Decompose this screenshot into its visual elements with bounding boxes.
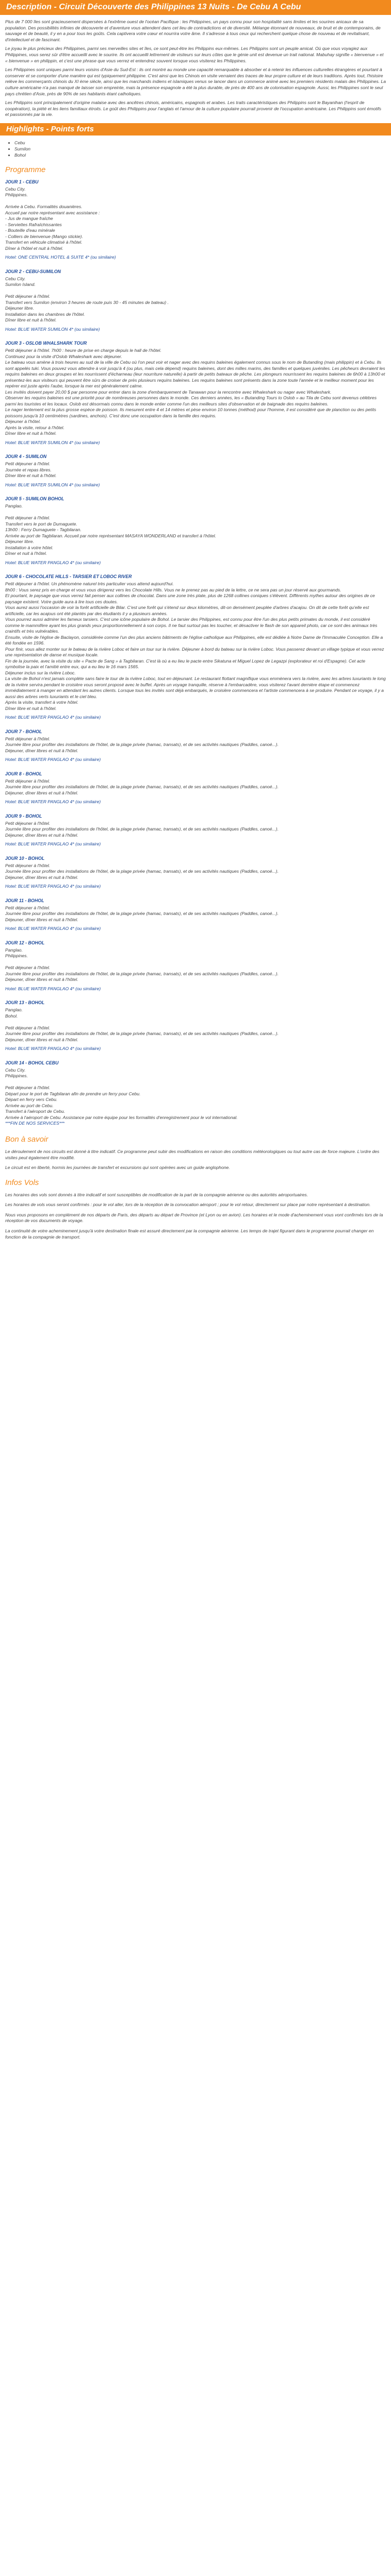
day-title: JOUR 2 - CEBU-SUMILON (5, 268, 61, 274)
day-line (5, 1079, 386, 1086)
day-hotel: Hotel: BLUE WATER SUMILON 4* (ou similaire) (5, 326, 100, 332)
intro-paragraph: Les Philippins sont principalement d'origine malaise avec des ancêtres chinois, américains, espagnols et arabes. Les traits caractéristiques des Philippins sont le Bayanihan (l'esprit de coopération), la piété et les liens familiaux étroits. Le goût des Philippins pour l'anglais et l'amour de la culture populaire pourrait provenir de l'occupation américaine. Les Philippins sont émotifs et passionnés par la vie. (5, 100, 382, 117)
day-title: JOUR 10 - BOHOL (5, 855, 45, 861)
day-title: JOUR 6 - CHOCOLATE HILLS - TARSIER ET LOBOC RIVER (5, 574, 132, 580)
day-line: Dîner libre et nuit à l'hôtel. (5, 705, 57, 711)
day-line: Installation dans les chambres de l'hôtel. (5, 311, 85, 317)
day-line: Journée libre pour profiter des installations de l'hôtel, de la plage privée (hamac, transats), et de ses activités nautiques (Paddles, canoé...). (5, 911, 279, 917)
day-line: ***FIN DE NOS SERVICES*** (5, 1121, 64, 1126)
day-block (5, 496, 386, 566)
day-line: Dîner libre et nuit à l'hôtel. (5, 317, 57, 323)
day-hotel: Hotel: BLUE WATER PANGLAO 4* (ou similaire) (5, 715, 101, 720)
day-title: JOUR 13 - BOHOL (5, 1000, 45, 1006)
day-line: Panglao. (5, 947, 23, 953)
bon-paragraph: Le déroulement de nos circuits est donné à titre indicatif. Ce programme peut subir des modifications en raison des conditions météorologiques ou tout autre cas de force majeure. L'ordre des visites peut également être modifié. (5, 1148, 380, 1160)
day-line: Philippines. (5, 192, 28, 198)
day-block (5, 341, 386, 446)
day-line: Installation à votre hôtel. (5, 545, 54, 550)
day-line: Cebu City. (5, 1067, 26, 1073)
day-line: Petit déjeuner à l'hôtel. 7h00 : heure de prise en charge depuis le hall de l'hôtel. (5, 348, 161, 353)
day-line (5, 510, 386, 516)
day-line: Transfert en véhicule climatisé à l'hôtel. (5, 240, 83, 245)
day-block (5, 1000, 386, 1052)
day-title: JOUR 3 - OSLOB WHALSHARK TOUR (5, 341, 87, 346)
day-line: Continuez pour la visite d'Oslob Whaleshark avec déjeuner. (5, 353, 122, 359)
day-line: Petit déjeuner à l'hôtel. (5, 862, 51, 868)
day-line: Fin de la journée, avec la visite du site « Pacte de Sang » à Tagbilaran. C'est là où a eu lieu le pacte entre Sikatuna et Miguel Lopez de Legazpi (explorateur et roi d'Espagne). Cet acte symbolise la paix et l'amitié entre eux, qui a eu lieu le 16 mars 1565. (5, 658, 366, 670)
day-line: Petit déjeuner à l'hôtel. (5, 515, 51, 521)
day-line: Petit déjeuner à l'hôtel. (5, 905, 51, 910)
day-hotel: Hotel: BLUE WATER PANGLAO 4* (ou similaire) (5, 1046, 101, 1052)
bon-a-savoir-title: Bon à savoir (5, 1134, 48, 1144)
day-line: Sumilon Island. (5, 282, 36, 287)
day-title: JOUR 4 - SUMILON (5, 454, 47, 460)
day-block (5, 729, 386, 763)
day-line: Départ en ferry vers Cebu. (5, 1097, 58, 1103)
day-line: Dîner libre et nuit à l'hôtel. (5, 431, 57, 436)
day-line: Journée libre pour profiter des installations de l'hôtel, de la plage privée (hamac, transats), et de ses activités nautiques (Paddles, canoé...). (5, 869, 279, 874)
day-line: Journée libre pour profiter des installations de l'hôtel, de la plage privée (hamac, transats), et de ses activités nautiques (Paddles, canoé...). (5, 742, 279, 748)
day-line: Panglao. (5, 503, 23, 509)
day-line: Journée et repas libres. (5, 467, 52, 472)
day-block (5, 856, 386, 890)
day-line (5, 198, 386, 205)
day-line: 13h00 : Ferry Dumaguete - Tagbilaran. (5, 527, 82, 533)
day-hotel: Hotel: BLUE WATER PANGLAO 4* (ou similaire) (5, 884, 101, 889)
day-line: - Colliers de bienvenue (Mango stickie). (5, 233, 83, 239)
day-block (5, 179, 386, 261)
day-line: Observer les requins baleines est une priorité pour de nombreuses personnes dans le monde. Ces derniers années, les « Butanding Tours to Oslob » au Tila de Cebu sont devenus célèbres parmi les touristes et les locaux. Oslob est désormais connu dans le monde entier comme l'un des meilleurs sites d'observation et de baignade des requins baleines. (5, 395, 377, 406)
day-line: Accueil par notre représentant avec assistance : (5, 210, 100, 215)
day-block (5, 898, 386, 932)
day-title: JOUR 5 - SUMILON BOHOL (5, 496, 64, 502)
day-block (5, 1060, 386, 1127)
day-line: Panglao. (5, 1007, 23, 1013)
day-line: Petit déjeuner à l'hôtel. (5, 820, 51, 826)
day-block (5, 940, 386, 992)
day-line: Petit déjeuner à l'hôtel. (5, 1025, 51, 1030)
day-title: JOUR 8 - BOHOL (5, 771, 42, 776)
day-hotel: Hotel: BLUE WATER PANGLAO 4* (ou similaire) (5, 986, 101, 991)
day-line: Philippines. (5, 1073, 28, 1079)
highlight-item: • Cebu (14, 140, 386, 146)
day-line: La visite de Bohol n'est jamais complète sans faire le tour de la rivière Loboc, tout en déjeunant. Le restaurant flottant magnifique vous emmènera vers la rivière, avec les arbres luxuriants le long de la rivière servira pendant le croisière vous seront proposé avec le buffet. Après un voyage tranquille, réserve à l'embarcadère, vous visiterez l'avant dernière étape et commencez immédiatement à manger en attendant les autres clients. Lorsque tous les invités sont déjà embarqués, le croisière commencera et l'artiste commencera à se produire. Pendant ce voyage, il y a aussi des arbres verts luxuriants et le ciel bleu. (5, 676, 386, 699)
day-line: Arrivée au port de Tagbilaran. Accueil par notre représentant MASAYA WONDERLAND et transfert à l'hôtel. (5, 533, 216, 538)
day-hotel: Hotel: BLUE WATER PANGLAO 4* (ou similaire) (5, 757, 101, 762)
day-line: Ensuite, visite de l'église de Baclayon, considérée comme l'un des plus anciens bâtiments de l'église catholique aux Philippines, elle est dédiée à Notre Dame de l'Immaculée Conception. Elle a été fondée en 1596. (5, 634, 383, 646)
content (0, 19, 391, 1247)
day-line (5, 959, 386, 965)
day-line: Pour finir, vous allez monter sur le bateau de la rivière Loboc et faire un tour sur la rivière. Déjeuner à bord du bateau sur la rivière Loboc. Vous passerez devant un village typique et vous verrez une représentation de danse et musique locale. (5, 646, 384, 658)
day-line: Vous pourrez aussi admirer les fameux tarsiers. C'est une icône populaire de Bohol. Le tarsier des Philippines, est connu pour être l'un des plus petits primates du monde, il est considéré comme le mammifère ayant les plus grands yeux proportionnellement à son corps. Il ne faut surtout pas les toucher, et désactiver le flash de son appareil photo, car ce sont des animaux très craintifs et très vulnérables. (5, 617, 378, 634)
day-line: Le bateau vous amène à trois heures au sud de la ville de Cebu où l'on peut voir et nager avec des requins baleines également connus sous le nom de Butanding (mais philippin) et à Cebu. Ils sont appelés tuki. Vous pouvez vous attendre à voir jusqu'à 4 (ou plus, mais cela dépend) requins baleines, dont des milles marins, des familles et quelques juvéniles. Les pêcheurs devraient les requins baleines en deux groupes et les nourrissent d'écharneau (leur nourriture naturelle) à partir de petits bateaux de pêche. Les plongeurs nourrissent les requins baleines de 6h00 à 13h00 et présentez-les aux visiteurs qui peuvent être sûrs de croiser de près plusieurs requins baleines. Les requins baleines sont présents dans la zone toute l'année et le meilleur moment pour les repérer est juste après l'aube, lorsque la mer est généralement calme. (5, 360, 385, 389)
day-line: Déjeuner inclus sur la rivière Loboc. (5, 670, 76, 675)
day-title: JOUR 7 - BOHOL (5, 728, 42, 734)
day-line: - Bouteille d'eau minérale (5, 228, 55, 233)
day-line: Déjeuner, dîner libres et nuit à l'hôtel. (5, 874, 78, 880)
highlights-list (14, 140, 386, 158)
day-hotel: Hotel: BLUE WATER PANGLAO 4* (ou similaire) (5, 926, 101, 931)
day-line: Petit déjeuner à l'hôtel. (5, 461, 51, 467)
infos-paragraph: Nous vous proposons en complément de nos départs de Paris, des départs au départ de Province (et Lyon ou en avion). Les horaires et le mode d'acheminement vous vont confirmés lors de la réception de vos documents de voyage. (5, 1212, 383, 1224)
day-line: Arrivée à l'aéroport de Cebu. Assistance par notre équipe pour les formalités d'enregistrement pour le vol international. (5, 1114, 238, 1120)
intro-paragraph: Le joyau le plus précieux des Philippines, parmi ses merveilles sites et îles, ce sont peut-être les Philippins eux-mêmes. Les Philippins sont un peuple amical. Où que vous voyagiez aux Philippines, vous serez sûr d'être accueilli avec le sourire. Ils ont accueilli lettrement de visiteurs sur leurs côtes que le génie unit est devenue un trait national. Mabuhay signifie « bienvenue » et « bienvenue » en philippin, et c'est une phrase que vous verrez et entendrez souvent lorsque vous visiterez les Philippines. (5, 46, 384, 63)
day-line (5, 1019, 386, 1025)
day-hotel: Hotel: ONE CENTRAL HOTEL & SUITE 4* (ou similaire) (5, 255, 116, 260)
highlight-item: • Bohol (14, 152, 386, 158)
day-line: Déjeuner libre. (5, 539, 34, 545)
intro-section (5, 19, 386, 118)
day-hotel: Hotel: BLUE WATER PANGLAO 4* (ou similaire) (5, 841, 101, 847)
day-line: Journée libre pour profiter des installations de l'hôtel, de la plage privée (hamac, transats), et de ses activités nautiques (Paddles, canoé...). (5, 1031, 279, 1037)
day-line: Transfert vers Sumilon (environ 3 heures de route puis 30 - 45 minutes de bateau) . (5, 299, 169, 305)
day-line: Déjeuner à l'hôtel. (5, 419, 41, 425)
infos-paragraph: La continuité de votre acheminement jusqu'à votre destination finale est assuré directement par la compagnie aérienne. Les temps de trajet figurant dans le programme pourrait changer en fonction de la compagnie de transport. (5, 1228, 374, 1240)
programme-title: Programme (5, 165, 46, 174)
day-block (5, 771, 386, 805)
day-line: Petit déjeuner à l'hôtel. Un phénomène naturel très particulier vous attend aujourd'hui. (5, 581, 174, 587)
day-title: JOUR 12 - BOHOL (5, 940, 45, 945)
day-line: - Jus de mangue fraîche (5, 216, 53, 222)
day-line: Journée libre pour profiter des installations de l'hôtel, de la plage privée (hamac, transats), et de ses activités nautiques (Paddles, canoé...). (5, 784, 279, 790)
day-line: Petit déjeuner à l'hôtel. (5, 736, 51, 741)
day-hotel: Hotel: BLUE WATER SUMILON 4* (ou similaire) (5, 439, 100, 445)
day-line: - Serviettes Rafraîchissantes (5, 222, 62, 227)
day-line: Petit déjeuner à l'hôtel. (5, 965, 51, 971)
day-title: JOUR 9 - BOHOL (5, 813, 42, 819)
day-line: Après la visite, retour à l'hôtel. (5, 425, 64, 430)
day-line: Et pourtant, le paysage que vous verrez fait penser aux collines de chocolat. Dans une zone très plate, plus de 1268 collines coniques s'élèvent. Différents mythes autour des origines de ce paysage existent. Votre guide aura à lire tous ces doutes. (5, 593, 375, 604)
highlight-item: • Sumilon (14, 146, 386, 152)
day-line: Dîner et nuit à l'hôtel. (5, 551, 47, 556)
page (0, 0, 391, 1247)
day-line: Déjeuner, dîner libres et nuit à l'hôtel. (5, 917, 78, 922)
bon-a-savoir-text (5, 1149, 386, 1171)
day-block (5, 269, 386, 333)
day-line: Dîner à l'hôtel et nuit à l'hôtel. (5, 245, 63, 251)
intro-paragraph: Plus de 7 000 îles sont gracieusement dispersées à l'extrême ouest de l'océan Pacifique : les Philippines, un pays connu pour son hospitalité sans limites et les sourires anicaux de sa population. Des possibilités infinies de découverte et d'aventure vous attendent dans cet lieu de contradictions et de diversité. Mélange étonnant de nouveaux, de bruit et de contemporains, de sauvage et de beauté, il y en a pour tous les goûts. Cela captivera votre cœur et nourrira votre âme. Il s'adresse à tous ceux qui recherchent quelque chose de nouveau et de revitalisant, d'intellectuel et de fascinant. (5, 19, 381, 42)
day-title: JOUR 14 - BOHOL CEBU (5, 1060, 59, 1065)
day-block (5, 574, 386, 721)
day-line: Dîner libre et nuit à l'hôtel. (5, 473, 57, 479)
day-line: 8h00 : Vous serez pris en charge et vous vous dirigerez vers les Chocolate Hills. Vous ne le prenez pas au pied de la lettre, ce ne sera pas un jour réservé aux gourmands. (5, 587, 341, 592)
day-line: Petit déjeuner à l'hôtel. (5, 1085, 51, 1091)
day-line: Déjeuner, dîner libres et nuit à l'hôtel. (5, 1037, 78, 1042)
infos-vols-title: Infos Vols (5, 1178, 39, 1187)
day-line: Petit déjeuner à l'hôtel. (5, 294, 51, 299)
day-line: Départ pour le port de Tagbilaran afin de prendre un ferry pour Cebu. (5, 1091, 141, 1096)
day-block (5, 454, 386, 488)
day-hotel: Hotel: BLUE WATER SUMILON 4* (ou similaire) (5, 482, 100, 487)
page-title: Description - Circuit Découverte des Philippines 13 Nuits - De Cebu A Cebu (0, 0, 391, 15)
day-line (5, 288, 386, 294)
programme-days (5, 179, 386, 1127)
day-hotel: Hotel: BLUE WATER PANGLAO 4* (ou similaire) (5, 560, 101, 565)
infos-paragraph: Les horaires de vols vous seront confirmés : pour le vol aller, lors de la réception de la convocation aéroport ; pour le vol retour, directement sur place par notre représentant à destination. (5, 1202, 371, 1208)
highlights-title: Highlights - Points forts (0, 123, 391, 135)
day-line: Déjeuner, dîner libres et nuit à l'hôtel. (5, 977, 78, 982)
day-line: Vous aurez aussi l'occasion de voir la forêt artificielle de Bilar. C'est une forêt qui s'étend sur deux kilomètres, dit-on densément peuplée d'arbres d'acajou. On dit de cette forêt qu'elle est artificielle, car les acajous ont été plantés par des étudiants il y a plusieurs années. (5, 605, 369, 616)
bon-paragraph: Le circuit est en liberté, hormis les journées de transfert et excursions qui sont opérées avec un guide anglophone. (5, 1165, 230, 1171)
day-line: Petit déjeuner à l'hôtel. (5, 778, 51, 784)
day-block (5, 814, 386, 848)
day-line: Transfert vers le port de Dumaguete. (5, 521, 77, 527)
day-line: Philippines. (5, 953, 28, 959)
day-line: Bohol. (5, 1013, 18, 1019)
day-line: Déjeuner libre. (5, 306, 34, 311)
day-line: Les invités doivent payer 20,00 $ par personne pour entrer dans la zone d'embarquement de Tanawan pour la rencontre avec Whaleshark ou nager avec Whaleshark. (5, 389, 332, 395)
day-line: Cebu City. (5, 186, 26, 192)
day-line: Déjeuner, dîner libres et nuit à l'hôtel. (5, 790, 78, 795)
day-title: JOUR 1 - CEBU (5, 179, 39, 184)
day-line: Transfert à l'aéroport de Cebu. (5, 1109, 66, 1114)
infos-vols-text (5, 1192, 386, 1241)
day-line: Déjeuner, dîner libres et nuit à l'hôtel. (5, 748, 78, 753)
day-title: JOUR 11 - BOHOL (5, 897, 44, 903)
day-line: Déjeuner, dîner libres et nuit à l'hôtel. (5, 832, 78, 838)
day-line: Cebu City. (5, 276, 26, 281)
day-line: Journée libre pour profiter des installations de l'hôtel, de la plage privée (hamac, transats), et de ses activités nautiques (Paddles, canoé...). (5, 826, 279, 832)
day-line: Le nager lentement est la plus grosse espèce de poisson. Ils mesurent entre 4 et 14 mètres et pèse environ 10 tonnes (méthod) pour l'homme, il est considéré que de planction ou des petits poissons jusqu'à 10 centimètres (sardines, anchois). C'est donc une occupation dans la famille des requins. (5, 407, 377, 418)
day-line: Journée libre pour profiter des installations de l'hôtel, de la plage privée (hamac, transats), et de ses activités nautiques (Paddles, canoé...). (5, 971, 279, 976)
day-line: Arrivée à Cebu. Formalités douanières. (5, 204, 83, 210)
day-hotel: Hotel: BLUE WATER PANGLAO 4* (ou similaire) (5, 799, 101, 805)
infos-paragraph: Les horaires des vols sont donnés à titre indicatif et sont susceptibles de modification de la part de la compagnie aérienne ou des autorités aéroportuaires. (5, 1192, 308, 1197)
day-line: Après la visite, transfert à votre hôtel. (5, 700, 78, 705)
intro-paragraph: Les Philippines sont uniques parmi leurs voisins d'Asie du Sud-Est : ils ont montré au monde une capacité remarquable à absorber et à retenir les influences culturelles étrangères et pourtant à conserver et se comporter d'une manière qui est typiquement philippine. C'est ainsi que les Chinois en visite verraient des traces de leur propre culture et de leurs traditions. Après tout, l'histoire relève les commerçants chinois du XI ème siècle, ainsi que les marchands indiens et islamiques venus se lancer dans un commerce animé avec les premiers résidents malais des Philippines. La culture américaine n'a pas manqué de laisser son empreinte, mais la présence espagnole a été la plus durable, de près de 400 ans de colonisation espagnole. Aussi, les Philippines sont le seul pays chrétien d'Asie, près de 90% de ses habitants étant catholiques. (5, 67, 386, 96)
day-line: Arrivée au port de Cebu. (5, 1103, 54, 1108)
